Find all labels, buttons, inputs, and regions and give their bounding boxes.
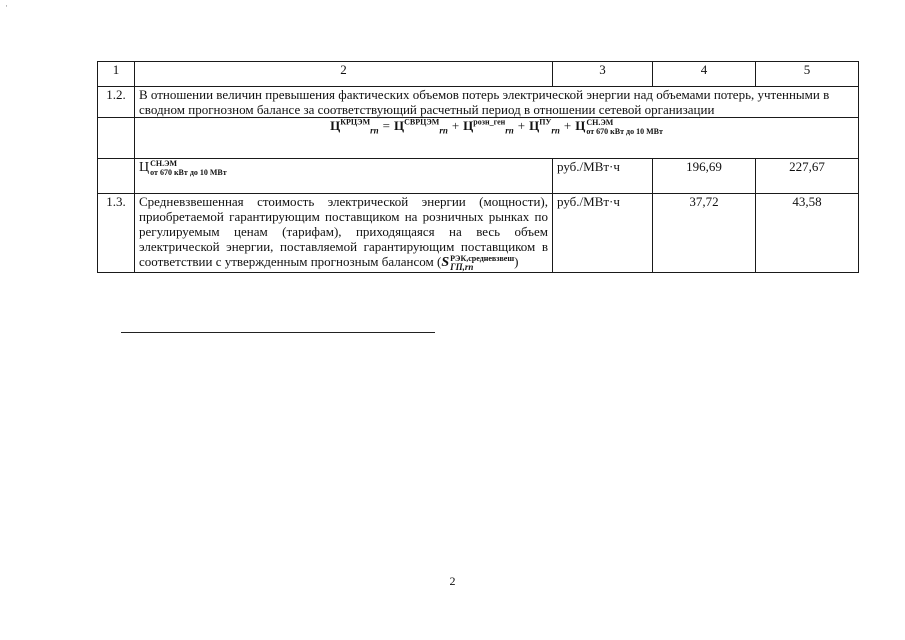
formula-term: Ц СН.ЭМ от 670 кВт до 10 МВт — [575, 118, 663, 137]
column-number: 3 — [553, 62, 653, 87]
row-label: Ц СН.ЭМ от 670 кВт до 10 МВт — [135, 159, 553, 194]
column-number: 4 — [653, 62, 756, 87]
section-row — [98, 87, 859, 118]
empty-cell — [98, 118, 135, 159]
formula-operator: + — [563, 118, 572, 133]
formula-term: $Ц^{СВРЦЭМ}_{rn}$ — [393, 117, 448, 136]
unit-cell: руб./МВт·ч — [553, 194, 653, 273]
value-cell: 227,67 — [756, 159, 859, 194]
table-row — [98, 159, 859, 194]
row-id: 1.3. — [98, 194, 135, 273]
value-cell: 196,69 — [653, 159, 756, 194]
empty-cell — [98, 159, 135, 194]
formula-operator: + — [451, 118, 460, 133]
formula-row — [98, 118, 859, 159]
page-number: 2 — [449, 574, 456, 588]
formula-term: $Ц^{ПУ}_{rn}$ — [529, 117, 560, 136]
formula-term: $Ц^{розн\_ген}_{rn}$ — [463, 117, 514, 136]
column-number: 1 — [98, 62, 135, 87]
row-description: Средневзвешенная стоимость электрической энергии (мощности), приобретаемой гарантирующим поставщиком на розничных рынках по регулируемым ценам (тарифам), приходящаяся на весь объем электрической энергии, поставляемой гарантирующим поставщиком в соответствии с утвержденным прогнозным балансом (S РЭК,средневзвеш ГП,rn ) — [135, 194, 553, 273]
section-heading: В отношении величин превышения фактических объемов потерь электрической энергии над объемами потерь, учтенными в сводном прогнозном балансе за соответствующий расчетный период в отношении сетевой организации — [135, 87, 859, 118]
column-number: 5 — [756, 62, 859, 87]
formula-operator: = — [382, 118, 390, 133]
row-id: 1.2. — [98, 87, 135, 118]
value-cell: 43,58 — [756, 194, 859, 273]
price-formula — [135, 118, 859, 159]
unit-cell: руб./МВт·ч — [553, 159, 653, 194]
cost-symbol: (S РЭК,средневзвеш ГП,rn ) — [437, 254, 519, 273]
formula-operator: + — [517, 118, 526, 133]
column-number: 2 — [135, 62, 553, 87]
column-number-row — [98, 62, 859, 87]
tariff-table — [97, 61, 859, 273]
table-row — [98, 194, 859, 273]
value-cell: 37,72 — [653, 194, 756, 273]
formula-term: $Ц^{КРЦЭМ}_{rn}$ — [330, 117, 379, 136]
footnote-separator — [121, 332, 435, 333]
scan-corner-mark: · — [5, 1, 8, 11]
